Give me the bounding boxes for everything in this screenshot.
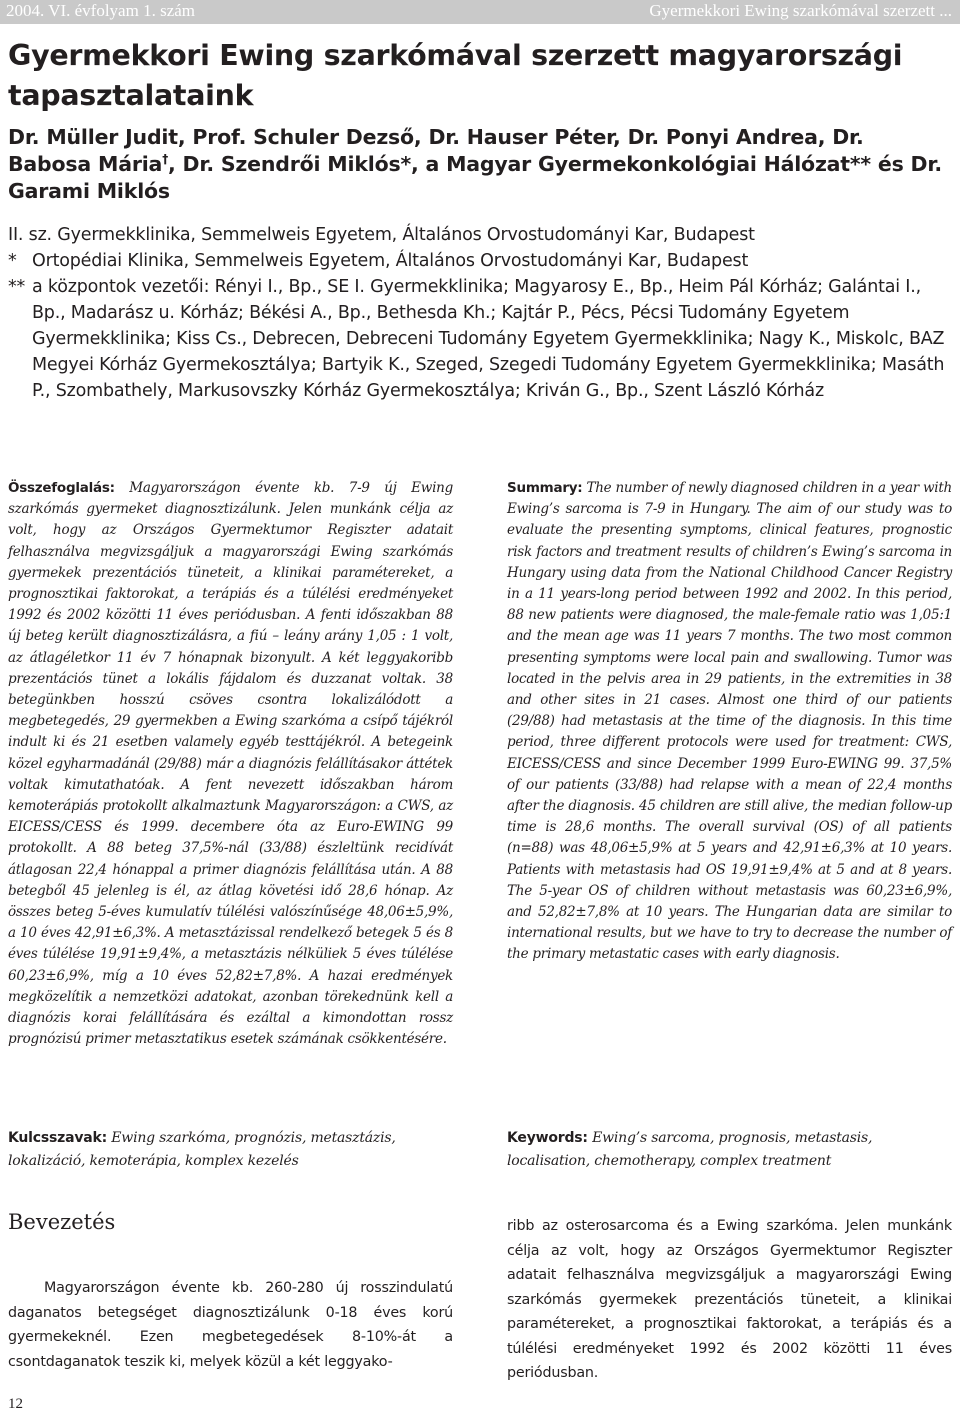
running-header [0, 0, 960, 24]
affiliations [8, 222, 948, 404]
running-title: Gyermekkori Ewing szarkómával szerzett ... [649, 1, 952, 20]
affiliation-mark: ** [8, 277, 26, 297]
journal-issue: 2004. VI. évfolyam 1. szám [6, 1, 196, 20]
keywords-label: Kulcsszavak: [8, 1130, 108, 1146]
affiliation-double-star [8, 274, 948, 404]
page-number: 12 [8, 1396, 23, 1412]
keywords-hungarian [8, 1127, 453, 1173]
summary-text: The number of newly diagnosed children in a year with Ewing’s sarcoma is 7-9 in Hungary. The aim of our study was to evaluate the presenting symptoms, clinical features, prognostic risk factors and treatment results of children’s Ewing’s sarcoma in Hungary using data from the National Childhood Cancer Registry in a 11 years-long period between 1992 and 2002. In this period, 88 new patients were diagnosed, the male-female ratio was 1,05:1 and the mean age was 11 years 7 months. The two most common presenting symptoms were local pain and swallowing. Tumor was located in the pelvis area in 29 patients, in the extremities in 38 and other sites in 21 cases. Almost one third of our patients (29/88) had metastasis at the time of the diagnosis. In this time period, three different protocols were used for treatment: CWS, EICESS/CESS and since December 1999 Euro-EWING 99. 37,5% of our patients (33/88) had relapse with a mean of 22,4 months after the diagnosis. 45 children are still alive, the median follow-up time is 28,6 months. The overall survival (OS) of all patients (n=88) was 48,06±5,9% at 5 years and 42,91±6,3% at 10 years. Patients with metastasis had OS 19,91±9,4% at 5 and at 8 years. The 5-year OS of children without metastasis was 60,23±6,9%, and 52,82±7,8% at 10 years. The Hungarian data are similar to international results, but we have to try to decrease the number of the primary metastatic cases with early diagnosis. [507, 480, 952, 963]
summary-label: Summary: [507, 480, 583, 496]
affiliation-star [8, 248, 948, 274]
affiliation-mark: * [8, 251, 17, 271]
authors-part-2: , Dr. Szendrői Miklós*, a Magyar Gyermekonkológiai Hálózat** és Dr. Garami Miklós [8, 152, 942, 203]
affiliation-text: II. sz. Gyermekklinika, Semmelweis Egyetem, Általános Orvostudományi Kar, Budapest [8, 225, 755, 245]
keywords-label: Keywords: [507, 1130, 588, 1146]
deceased-dagger: † [162, 152, 169, 167]
keywords-english [507, 1127, 952, 1173]
abstract-hungarian [8, 478, 453, 1050]
keywords-text: Ewing szarkóma, prognózis, metasztázis, lokalizáció, kemoterápia, komplex kezelés [8, 1130, 396, 1169]
affiliation-main [8, 222, 948, 248]
intro-paragraph-right: ribb az osterosarcoma és a Ewing szarkóma. Jelen munkánk célja az volt, hogy az Országos Gyermektumor Regiszter adatait felhasználva megvizsgáljuk a magyarországi Ewing szarkómás gyermekek prezentációs tüneteit, a klinikai paramétereket, a prognosztikai faktorokat, a terápiás és a túlélési eredményeket 1992 és 2002 közötti 11 éves periódusban. [507, 1218, 952, 1381]
abstract-english [507, 478, 952, 966]
affiliation-text: a központok vezetői: Rényi I., Bp., SE I. Gyermekklinika; Magyarosy E., Bp., Heim Pál Kórház; Galántai I., Bp., Madarász u. Kórház; Békési A., Bp., Bethesda Kh.; Kajtár P., Pécs, Pécsi Tudomány Egyetem Gyermekklinika; Kiss Cs., Debrecen, Debreceni Tudomány Egyetem Gyermekklinika; Nagy K., Miskolc, BAZ Megyei Kórház Gyermekosztálya; Bartyik K., Szeged, Szegedi Tudomány Egyetem Gyermekklinika; Masáth P., Szombathely, Markusovszky Kórház Gyermekosztálya; Kriván G., Bp., Szent László Kórház [32, 277, 945, 401]
abstract-text: Magyarországon évente kb. 7-9 új Ewing szarkómás gyermeket diagnosztizálunk. Jelen munkánk célja az volt, hogy az Országos Gyermektumor Regiszter adatait felhasználva megvizsgáljuk a magyarországi Ewing szarkómás gyermekek prezentációs tüneteit, a klinikai paramétereket, a prognosztikai faktorokat, a terápiás és a túlélési eredményeket 1992 és 2002 közötti 11 éves periódusban. A fenti időszakban 88 új beteg került diagnosztizálásra, a fiú – leány arány 1,05 : 1 volt, az átlagéletkor 11 év 7 hónapnak bizonyult. A két leggyakoribb prezentációs tünet a lokális fájdalom és duzzanat voltak. 38 betegünkben hosszú csöves csontra lokalizálódott a megbetegedés, 29 gyermekben a Ewing szarkóma a csípő tájékról indult ki és 21 esetben valamely egyéb testtájékról. A betegeink közel egyharmadánál (29/88) már a diagnózis felállításakor áttétek voltak kimutathatóak. A fent nevezett időszakban három kemoterápiás protokollt alkalmaztunk Magyarországon: a CWS, az EICESS/CESS és 1999. decembere óta az Euro-EWING 99 protokollt. A 88 beteg 37,5%-nál (33/88) észleltünk recidívát átlagosan 22,4 hónappal a primer diagnózis felállítása után. A 88 betegből 45 jelenleg is él, az átlag követési idő 28,6 hónap. Az összes beteg 5-éves kumulatív túlélési valószínűsége 48,06±5,9%, a 10 éves 42,91±6,3%. A metasztázissal rendelkező betegek 5 és 8 éves túlélése 19,91±9,4%, a metasztázis nélküliek 5 éves túlélése 60,23±6,9%, míg a 10 éves 52,82±7,8%. A hazai eredmények megközelítik a nemzetközi adatokat, azonban törekednünk kell a diagnózis korai felállítására és ezáltal a kimondottan rossz prognózisú primer metasztatikus esetek számának csökkentésére. [8, 480, 453, 1048]
authors-part-1: Dr. Müller Judit, Prof. Schuler Dezső, Dr. Hauser Péter, Dr. Ponyi Andrea, Dr. Babosa Mária [8, 125, 864, 176]
affiliation-text: Ortopédiai Klinika, Semmelweis Egyetem, Általános Orvostudományi Kar, Budapest [32, 251, 749, 271]
abstract-label: Összefoglalás: [8, 480, 115, 496]
section-heading-intro: Bevezetés [8, 1210, 116, 1234]
intro-paragraph-left: Magyarországon évente kb. 260-280 új rosszindulatú daganatos betegséget diagnosztizálunk 0-18 éves korú gyermekeknél. Ezen megbetegedések 8-10%-át a csontdaganatok teszik ki, melyek közül a két leggyako- [8, 1280, 453, 1370]
keywords-text: Ewing’s sarcoma, prognosis, metastasis, localisation, chemotherapy, complex treatment [507, 1130, 873, 1169]
article-title: Gyermekkori Ewing szarkómával szerzett magyarországi tapasztalataink [8, 39, 903, 112]
author-list [8, 124, 948, 205]
